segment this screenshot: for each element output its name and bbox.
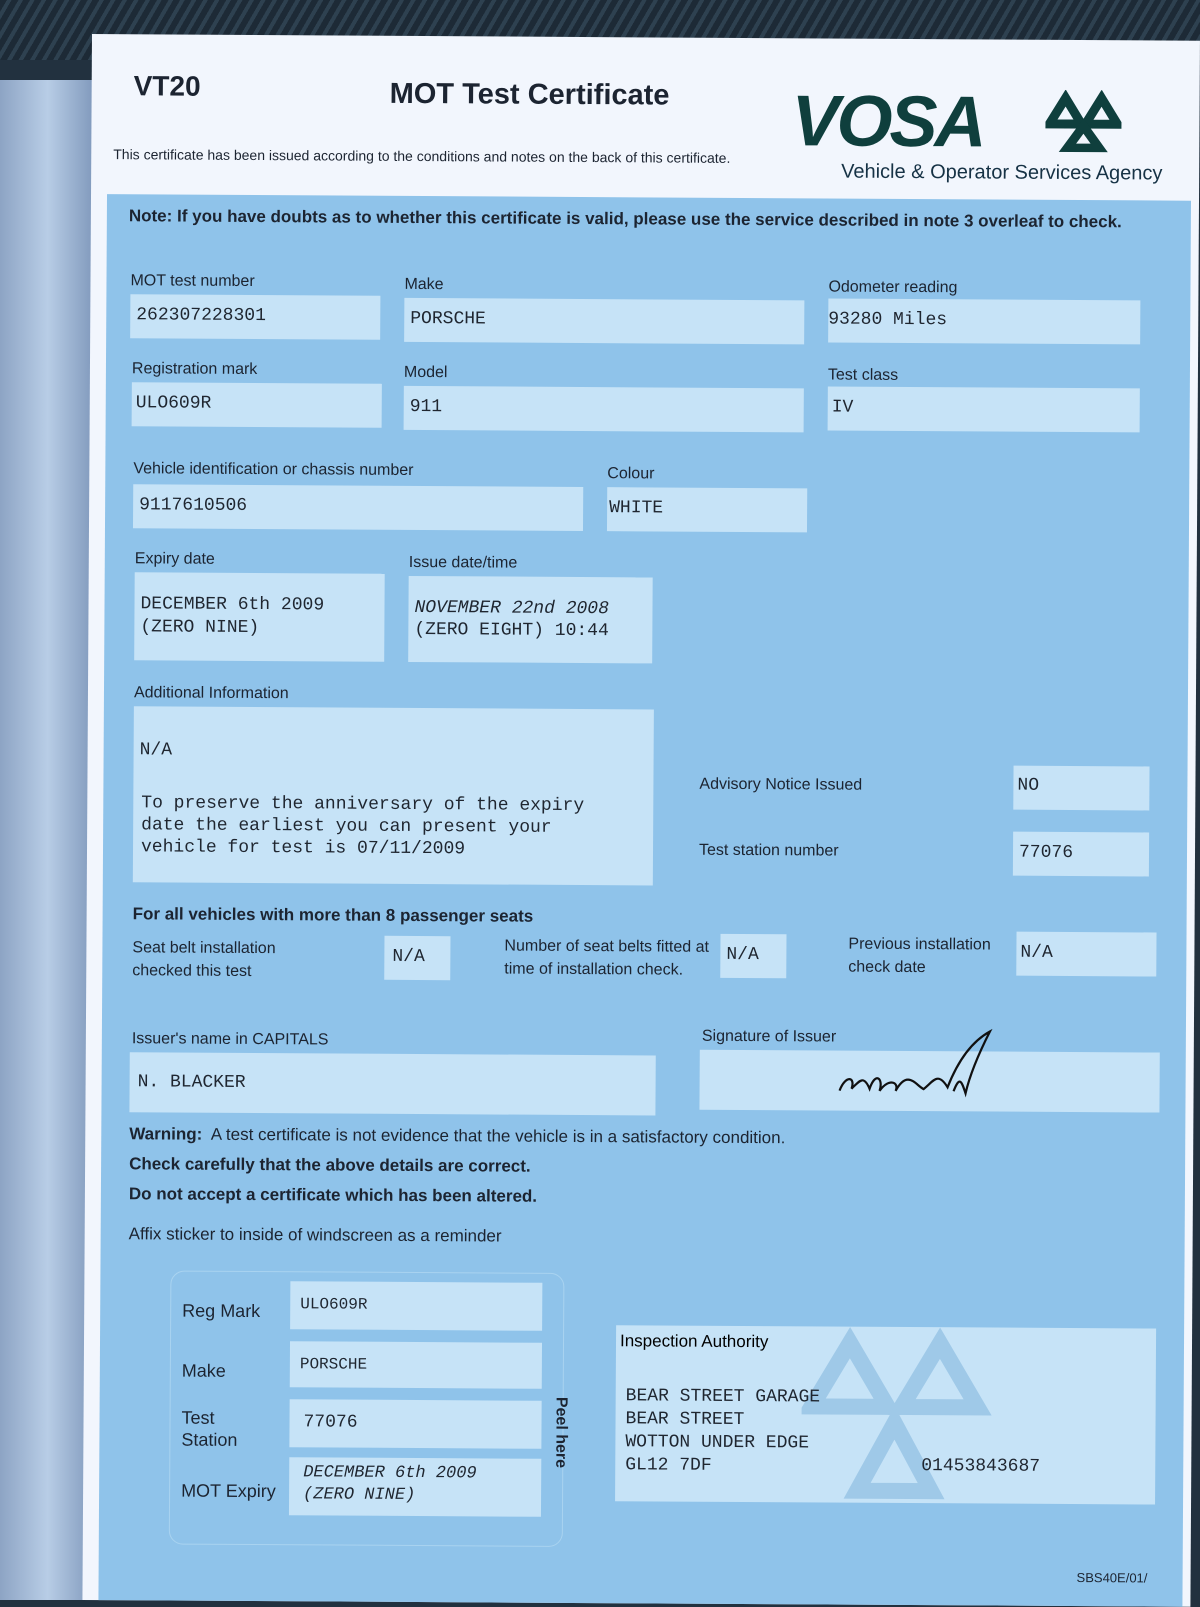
belt-checked-field: N/A — [384, 936, 450, 980]
test-number-label: MOT test number — [130, 272, 255, 290]
odometer-field: 93280 Miles — [828, 299, 1140, 345]
signature-label: Signature of Issuer — [701, 1027, 837, 1046]
warning-altered: Do not accept a certificate which has been altered. — [128, 1184, 538, 1206]
vosa-logo: VOSA — [791, 81, 984, 163]
test-class-label: Test class — [827, 366, 899, 384]
issuer-name-field: N. BLACKER — [129, 1052, 655, 1115]
sticker-reg-field: ULO609R — [290, 1281, 542, 1331]
expiry-label: Expiry date — [134, 550, 215, 568]
form-reference: SBS40E/01/ — [1076, 1570, 1148, 1586]
station-field: 77076 — [1013, 832, 1149, 877]
odometer-label: Odometer reading — [828, 278, 958, 297]
make-label: Make — [404, 275, 444, 294]
page-title: MOT Test Certificate — [389, 77, 670, 112]
sticker-reg-label: Reg Mark — [182, 1300, 261, 1322]
previous-check-field: N/A — [1016, 932, 1156, 977]
triple-triangle-icon — [1045, 90, 1121, 152]
expiry-field: DECEMBER 6th 2009 (ZERO NINE) — [134, 572, 385, 662]
sticker-station-field: 77076 — [289, 1399, 541, 1449]
additional-label: Additional Information — [133, 684, 289, 703]
plastic-sleeve — [0, 80, 95, 1600]
mot-certificate — [82, 34, 1200, 1607]
sticker-expiry-field: DECEMBER 6th 2009 (ZERO NINE) — [289, 1457, 541, 1517]
colour-label: Colour — [607, 465, 655, 483]
make-field: PORSCHE — [404, 298, 804, 344]
warning-line: Warning: A test certificate is not evidence that the vehicle is in a satisfactory condition. — [129, 1124, 786, 1148]
triple-triangle-watermark-icon — [801, 1326, 992, 1503]
authority-address: BEAR STREET GARAGE BEAR STREET WOTTON UNDER EDGE GL12 7DF — [625, 1386, 821, 1476]
vin-label: Vehicle identification or chassis number — [133, 460, 414, 479]
authority-phone: 01453843687 — [921, 1456, 1041, 1477]
issue-field: NOVEMBER 22nd 2008 (ZERO EIGHT) 10:44 — [408, 576, 653, 663]
validity-note: Note: If you have doubts as to whether this certificate is valid, please use the service described in note 3 overleaf to check. — [128, 206, 1122, 232]
model-field: 911 — [404, 386, 804, 432]
signature-mark — [829, 1031, 1029, 1112]
previous-check-label: Previous installation check date — [848, 935, 991, 977]
sticker-station-label: Test Station — [181, 1407, 238, 1450]
colour-field: WHITE — [607, 487, 807, 532]
intro-text: This certificate has been issued according to the conditions and notes on the back of this certificate. — [113, 146, 731, 166]
vin-field: 9117610506 — [133, 484, 583, 531]
test-class-field: IV — [828, 387, 1140, 433]
warning-check: Check carefully that the above details are correct. — [129, 1154, 531, 1176]
model-label: Model — [403, 363, 448, 382]
registration-field: ULO609R — [132, 382, 382, 428]
sticker-expiry-label: MOT Expiry — [181, 1480, 276, 1502]
test-number-field: 262307228301 — [130, 294, 380, 340]
belts-fitted-field: N/A — [720, 934, 786, 978]
registration-label: Registration mark — [131, 360, 258, 379]
inspection-authority-field — [615, 1325, 1156, 1504]
issuer-name-label: Issuer's name in CAPITALS — [131, 1030, 329, 1049]
belt-checked-label: Seat belt installation checked this test — [132, 939, 276, 980]
inspection-authority-label: Inspection Authority — [619, 1331, 769, 1352]
form-code: VT20 — [133, 70, 201, 102]
station-label: Test station number — [698, 841, 839, 860]
additional-field: N/A To preserve the anniversary of the expiry date the earliest you can present your vehicle for test is 07/11/2009 — [133, 706, 654, 885]
sticker-make-field: PORSCHE — [290, 1341, 542, 1389]
peel-here-label: Peel here — [552, 1396, 570, 1469]
advisory-label: Advisory Notice Issued — [699, 775, 863, 794]
seats-heading: For all vehicles with more than 8 passenger seats — [132, 904, 534, 926]
belts-fitted-label: Number of seat belts fitted at time of installation check. — [504, 937, 710, 979]
signature-field — [699, 1050, 1159, 1113]
advisory-field: NO — [1013, 766, 1149, 811]
agency-name: Vehicle & Operator Services Agency — [841, 160, 1163, 185]
sticker-make-label: Make — [181, 1360, 226, 1381]
affix-instruction: Affix sticker to inside of windscreen as a reminder — [128, 1224, 502, 1246]
issue-label: Issue date/time — [408, 553, 518, 572]
